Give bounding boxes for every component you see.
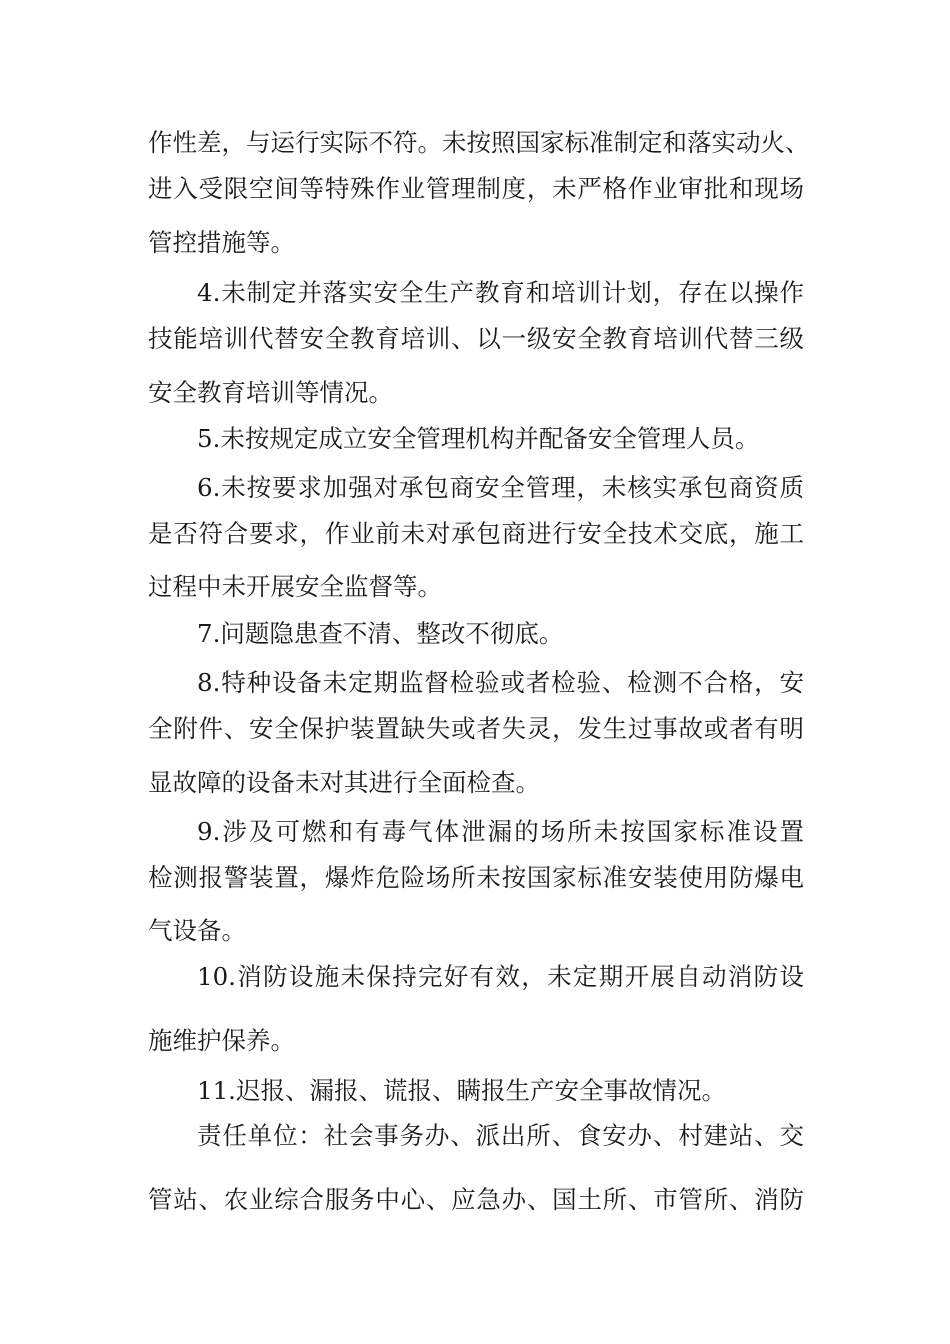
text-line: 11.迟报、漏报、谎报、瞒报生产安全事故情况。	[197, 1076, 726, 1105]
text-line: 管站、农业综合服务中心、应急办、国土所、市管所、消防	[148, 1185, 804, 1214]
text-line: 10.消防设施未保持完好有效，未定期开展自动消防设	[197, 962, 804, 991]
text-line: 进入受限空间等特殊作业管理制度，未严格作业审批和现场	[148, 174, 804, 203]
text-line: 气设备。	[148, 916, 246, 945]
text-line: 作性差，与运行实际不符。未按照国家标准制定和落实动火、	[148, 128, 810, 157]
text-line: 责任单位：社会事务办、派出所、食安办、村建站、交	[197, 1121, 804, 1150]
text-line: 7.问题隐患查不清、整改不彻底。	[197, 619, 564, 648]
text-line: 5.未按规定成立安全管理机构并配备安全管理人员。	[197, 424, 760, 453]
text-line: 全附件、安全保护装置缺失或者失灵，发生过事故或者有明	[148, 714, 804, 743]
text-line: 施维护保养。	[148, 1026, 295, 1055]
text-line: 是否符合要求，作业前未对承包商进行安全技术交底，施工	[148, 519, 804, 548]
text-line: 4.未制定并落实安全生产教育和培训计划，存在以操作	[197, 278, 804, 307]
text-line: 过程中未开展安全监督等。	[148, 572, 442, 601]
text-line: 6.未按要求加强对承包商安全管理，未核实承包商资质	[197, 473, 804, 502]
text-line: 技能培训代替安全教育培训、以一级安全教育培训代替三级	[148, 324, 804, 353]
text-line: 安全教育培训等情况。	[148, 378, 393, 407]
text-line: 8.特种设备未定期监督检验或者检验、检测不合格，安	[197, 668, 804, 697]
text-line: 显故障的设备未对其进行全面检查。	[148, 768, 540, 797]
text-line: 9.涉及可燃和有毒气体泄漏的场所未按国家标准设置	[197, 817, 804, 846]
text-line: 检测报警装置，爆炸危险场所未按国家标准安装使用防爆电	[148, 863, 804, 892]
text-line: 管控措施等。	[148, 228, 295, 257]
